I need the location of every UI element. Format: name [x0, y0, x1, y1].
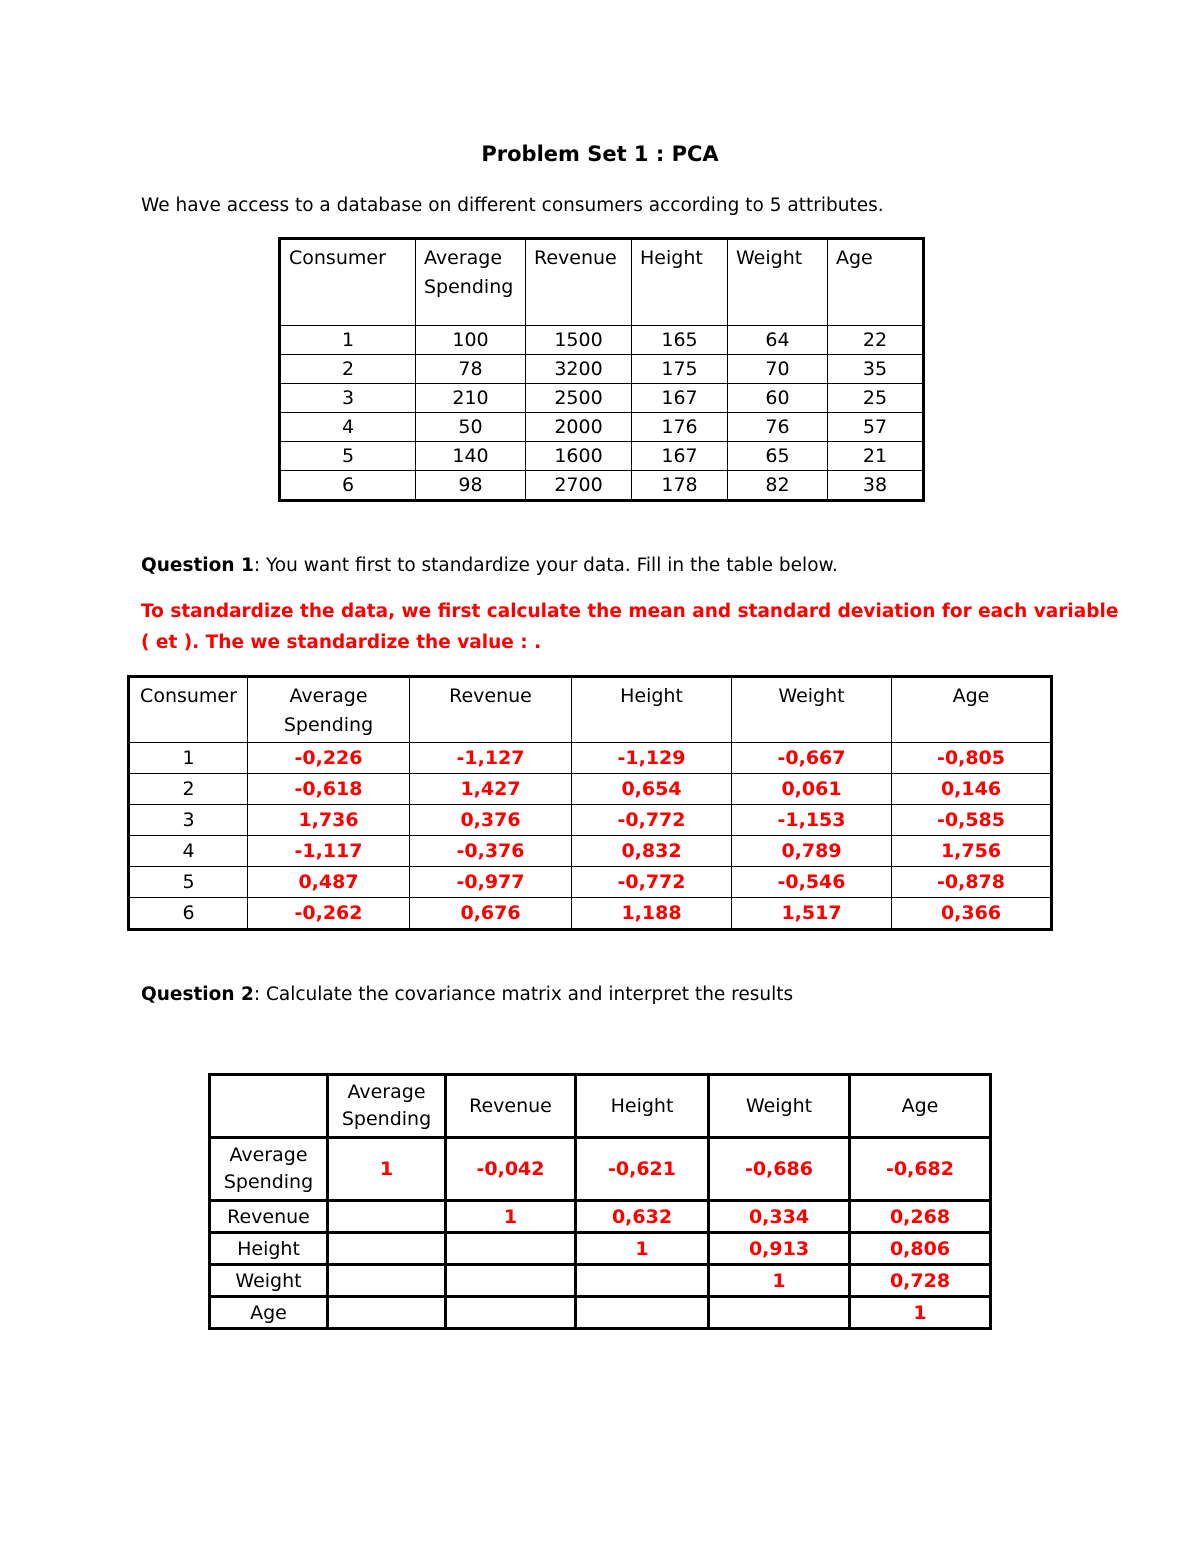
table-cell: -1,117 [248, 836, 410, 867]
table-cell: 35 [828, 355, 924, 384]
row-header: Height [210, 1233, 328, 1265]
column-header: Weight [728, 239, 828, 326]
table-cell: 78 [416, 355, 526, 384]
table-cell [328, 1297, 446, 1329]
table-cell [446, 1297, 576, 1329]
table-row [210, 1233, 991, 1265]
table-header-row [210, 1075, 991, 1138]
table-cell [328, 1201, 446, 1233]
table-cell: 167 [632, 442, 728, 471]
table-cell [328, 1233, 446, 1265]
table-cell [446, 1233, 576, 1265]
column-header: Age [892, 677, 1052, 743]
table-row [210, 1265, 991, 1297]
table-cell: 1,188 [572, 898, 732, 930]
column-header: Age [828, 239, 924, 326]
column-header: Revenue [526, 239, 632, 326]
table-cell: 0,366 [892, 898, 1052, 930]
table-row [280, 355, 924, 384]
table-cell: 0,728 [850, 1265, 991, 1297]
table-cell: -0,878 [892, 867, 1052, 898]
table-cell: 165 [632, 326, 728, 355]
table-cell: -1,127 [410, 743, 572, 774]
table-cell: 57 [828, 413, 924, 442]
table-row [280, 442, 924, 471]
table-cell: 2 [129, 774, 248, 805]
table-cell: 60 [728, 384, 828, 413]
table-cell: 0,676 [410, 898, 572, 930]
table-cell [576, 1297, 709, 1329]
table-cell: 0,654 [572, 774, 732, 805]
column-header: Height [632, 239, 728, 326]
table-row [129, 805, 1052, 836]
answer-1-line-2: ( et ). The we standardize the value : . [141, 632, 542, 653]
table-cell [576, 1265, 709, 1297]
table-cell: 2700 [526, 471, 632, 501]
table-cell: 1,736 [248, 805, 410, 836]
table-cell: 1 [576, 1233, 709, 1265]
table-cell: 178 [632, 471, 728, 501]
table-cell: 76 [728, 413, 828, 442]
table-cell: 210 [416, 384, 526, 413]
table-cell: -0,262 [248, 898, 410, 930]
table-cell: -0,376 [410, 836, 572, 867]
intro-text: We have access to a database on different consumers according to 5 attributes. [141, 195, 884, 216]
table-cell: 1,756 [892, 836, 1052, 867]
question-1 [141, 551, 838, 581]
table-cell: 1 [709, 1265, 850, 1297]
table-cell: -0,805 [892, 743, 1052, 774]
column-header [210, 1075, 328, 1138]
table-cell: 5 [280, 442, 416, 471]
question-2-text: : Calculate the covariance matrix and interpret the results [253, 984, 794, 1005]
table-header-row [129, 677, 1052, 743]
question-2-label: Question 2 [141, 984, 254, 1005]
table-cell: 175 [632, 355, 728, 384]
column-header: Height [572, 677, 732, 743]
table-cell: 0,268 [850, 1201, 991, 1233]
table-cell: 5 [129, 867, 248, 898]
table-cell: 3200 [526, 355, 632, 384]
table-cell: 140 [416, 442, 526, 471]
table-cell: 1 [850, 1297, 991, 1329]
table-cell: 2000 [526, 413, 632, 442]
column-header: Average Spending [248, 677, 410, 743]
table-cell: 0,376 [410, 805, 572, 836]
column-header: Average Spending [416, 239, 526, 326]
table-cell: -0,772 [572, 867, 732, 898]
table-cell: 1 [328, 1138, 446, 1201]
table-cell: 0,061 [732, 774, 892, 805]
table-cell: -0,682 [850, 1138, 991, 1201]
table-cell: 64 [728, 326, 828, 355]
table-row [129, 836, 1052, 867]
row-header: Age [210, 1297, 328, 1329]
table-row [280, 471, 924, 501]
column-header: Consumer [129, 677, 248, 743]
column-header: Weight [709, 1075, 850, 1138]
table-cell: 1,427 [410, 774, 572, 805]
column-header: Age [850, 1075, 991, 1138]
table-cell: 3 [280, 384, 416, 413]
table-cell: -0,546 [732, 867, 892, 898]
table-cell: -0,772 [572, 805, 732, 836]
table-row [280, 326, 924, 355]
table-cell [328, 1265, 446, 1297]
table-cell [446, 1265, 576, 1297]
table-cell: 82 [728, 471, 828, 501]
table-cell: 167 [632, 384, 728, 413]
column-header: Revenue [410, 677, 572, 743]
table-cell [709, 1297, 850, 1329]
row-header: Average Spending [210, 1138, 328, 1201]
column-header: Height [576, 1075, 709, 1138]
table-cell: 176 [632, 413, 728, 442]
table-row [210, 1297, 991, 1329]
table-cell: -0,618 [248, 774, 410, 805]
answer-1-line-1: To standardize the data, we first calculate the mean and standard deviation for each variable [141, 601, 1119, 622]
table-cell: 100 [416, 326, 526, 355]
table-cell: 70 [728, 355, 828, 384]
table-cell: -0,585 [892, 805, 1052, 836]
column-header: Consumer [280, 239, 416, 326]
table-cell: 0,334 [709, 1201, 850, 1233]
table-row [129, 898, 1052, 930]
table-cell: -0,226 [248, 743, 410, 774]
table-row [129, 867, 1052, 898]
table-cell: 1 [446, 1201, 576, 1233]
table-cell: 2 [280, 355, 416, 384]
table-cell: 0,806 [850, 1233, 991, 1265]
table-row [210, 1138, 991, 1201]
table-cell: -0,621 [576, 1138, 709, 1201]
standardized-table [127, 675, 1053, 931]
table-cell: 6 [129, 898, 248, 930]
table-cell: -0,977 [410, 867, 572, 898]
table-cell: -1,153 [732, 805, 892, 836]
table-cell: 0,487 [248, 867, 410, 898]
table-header-row [280, 239, 924, 326]
table-cell: 2500 [526, 384, 632, 413]
table-cell: 65 [728, 442, 828, 471]
table-row [210, 1201, 991, 1233]
question-2 [141, 980, 793, 1010]
covariance-matrix-table [208, 1073, 992, 1330]
table-cell: 1600 [526, 442, 632, 471]
table-row [129, 743, 1052, 774]
row-header: Revenue [210, 1201, 328, 1233]
table-cell: -1,129 [572, 743, 732, 774]
question-1-label: Question 1 [141, 555, 254, 576]
table-cell: 4 [280, 413, 416, 442]
table-cell: 50 [416, 413, 526, 442]
table-cell: -0,686 [709, 1138, 850, 1201]
table-cell: 4 [129, 836, 248, 867]
column-header: Weight [732, 677, 892, 743]
table-cell: 6 [280, 471, 416, 501]
column-header: Revenue [446, 1075, 576, 1138]
raw-data-table [278, 237, 925, 502]
table-cell: 1 [129, 743, 248, 774]
table-cell: 98 [416, 471, 526, 501]
table-cell: 1500 [526, 326, 632, 355]
table-cell: 1,517 [732, 898, 892, 930]
column-header: Average Spending [328, 1075, 446, 1138]
table-cell: 25 [828, 384, 924, 413]
table-row [129, 774, 1052, 805]
table-cell: 3 [129, 805, 248, 836]
row-header: Weight [210, 1265, 328, 1297]
table-cell: 38 [828, 471, 924, 501]
table-row [280, 413, 924, 442]
table-row [280, 384, 924, 413]
table-cell: -0,667 [732, 743, 892, 774]
table-cell: 0,789 [732, 836, 892, 867]
table-cell: -0,042 [446, 1138, 576, 1201]
table-cell: 22 [828, 326, 924, 355]
page-title: Problem Set 1 : PCA [481, 142, 719, 166]
table-cell: 0,832 [572, 836, 732, 867]
table-cell: 1 [280, 326, 416, 355]
table-cell: 0,632 [576, 1201, 709, 1233]
question-1-text: : You want first to standardize your data. Fill in the table below. [253, 555, 838, 576]
table-cell: 0,146 [892, 774, 1052, 805]
table-cell: 0,913 [709, 1233, 850, 1265]
table-cell: 21 [828, 442, 924, 471]
